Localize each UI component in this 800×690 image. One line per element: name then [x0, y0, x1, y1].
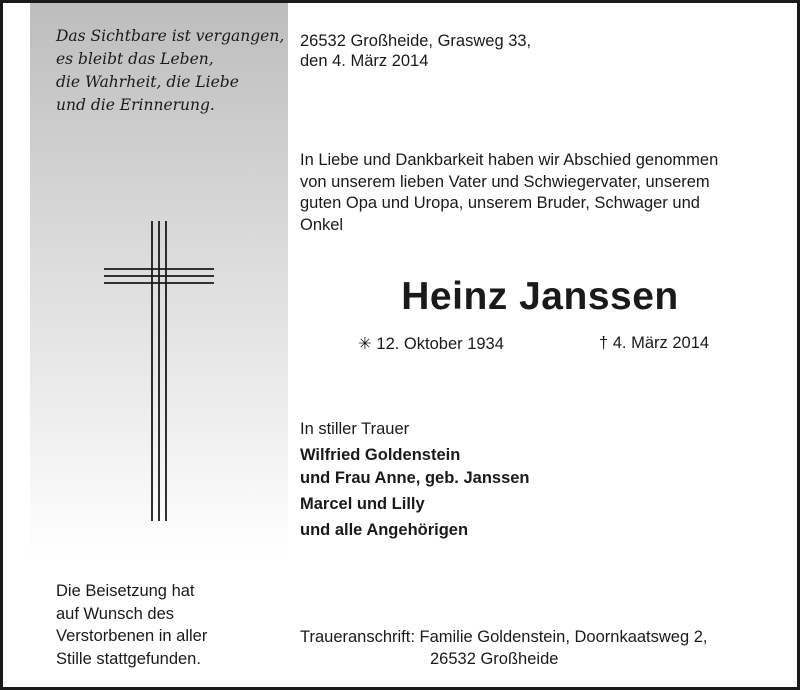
- quote-line: die Wahrheit, die Liebe: [56, 73, 239, 91]
- date-line: den 4. März 2014: [300, 52, 429, 70]
- quote-verse: [56, 25, 284, 117]
- mourning-intro: In stiller Trauer: [300, 420, 410, 438]
- funeral-note-line: auf Wunsch des: [56, 604, 175, 623]
- farewell-line: In Liebe und Dankbarkeit haben wir Abschied genommen: [300, 151, 719, 169]
- farewell-line: von unserem lieben Vater und Schwiegervater, unserem: [300, 172, 710, 191]
- mourners-block: [300, 417, 530, 542]
- place-line: 26532 Großheide, Grasweg 33,: [300, 32, 532, 50]
- funeral-note-line: Die Beisetzung hat: [56, 582, 195, 600]
- place-date: [300, 31, 531, 71]
- farewell-line: guten Opa und Uropa, unserem Bruder, Schwager und: [300, 194, 700, 212]
- funeral-note: [56, 580, 207, 670]
- deceased-name: Heinz Janssen: [401, 275, 679, 318]
- quote-line: und die Erinnerung.: [56, 96, 215, 114]
- mourner-name: Marcel und Lilly: [300, 495, 425, 513]
- birth-date: ✳ 12. Oktober 1934: [358, 335, 504, 353]
- quote-line: es bleibt das Leben,: [56, 50, 214, 68]
- mourner-name: und Frau Anne, geb. Janssen: [300, 469, 530, 487]
- sidebar-panel: [30, 3, 288, 687]
- mourner-name: Wilfried Goldenstein: [300, 446, 461, 464]
- funeral-note-line: Stille stattgefunden.: [56, 649, 201, 668]
- address-line: Traueranschrift: Familie Goldenstein, Doornkaatsweg 2,: [300, 628, 708, 646]
- cross-icon: [104, 221, 214, 521]
- death-date: † 4. März 2014: [599, 334, 710, 352]
- farewell-text: [300, 150, 718, 236]
- address-city: 26532 Großheide: [430, 650, 559, 668]
- farewell-line: Onkel: [300, 215, 344, 234]
- mourner-name: und alle Angehörigen: [300, 521, 469, 539]
- quote-line: Das Sichtbare ist vergangen,: [56, 27, 285, 45]
- condolence-address: [300, 626, 708, 670]
- funeral-note-line: Verstorbenen in aller: [56, 627, 208, 645]
